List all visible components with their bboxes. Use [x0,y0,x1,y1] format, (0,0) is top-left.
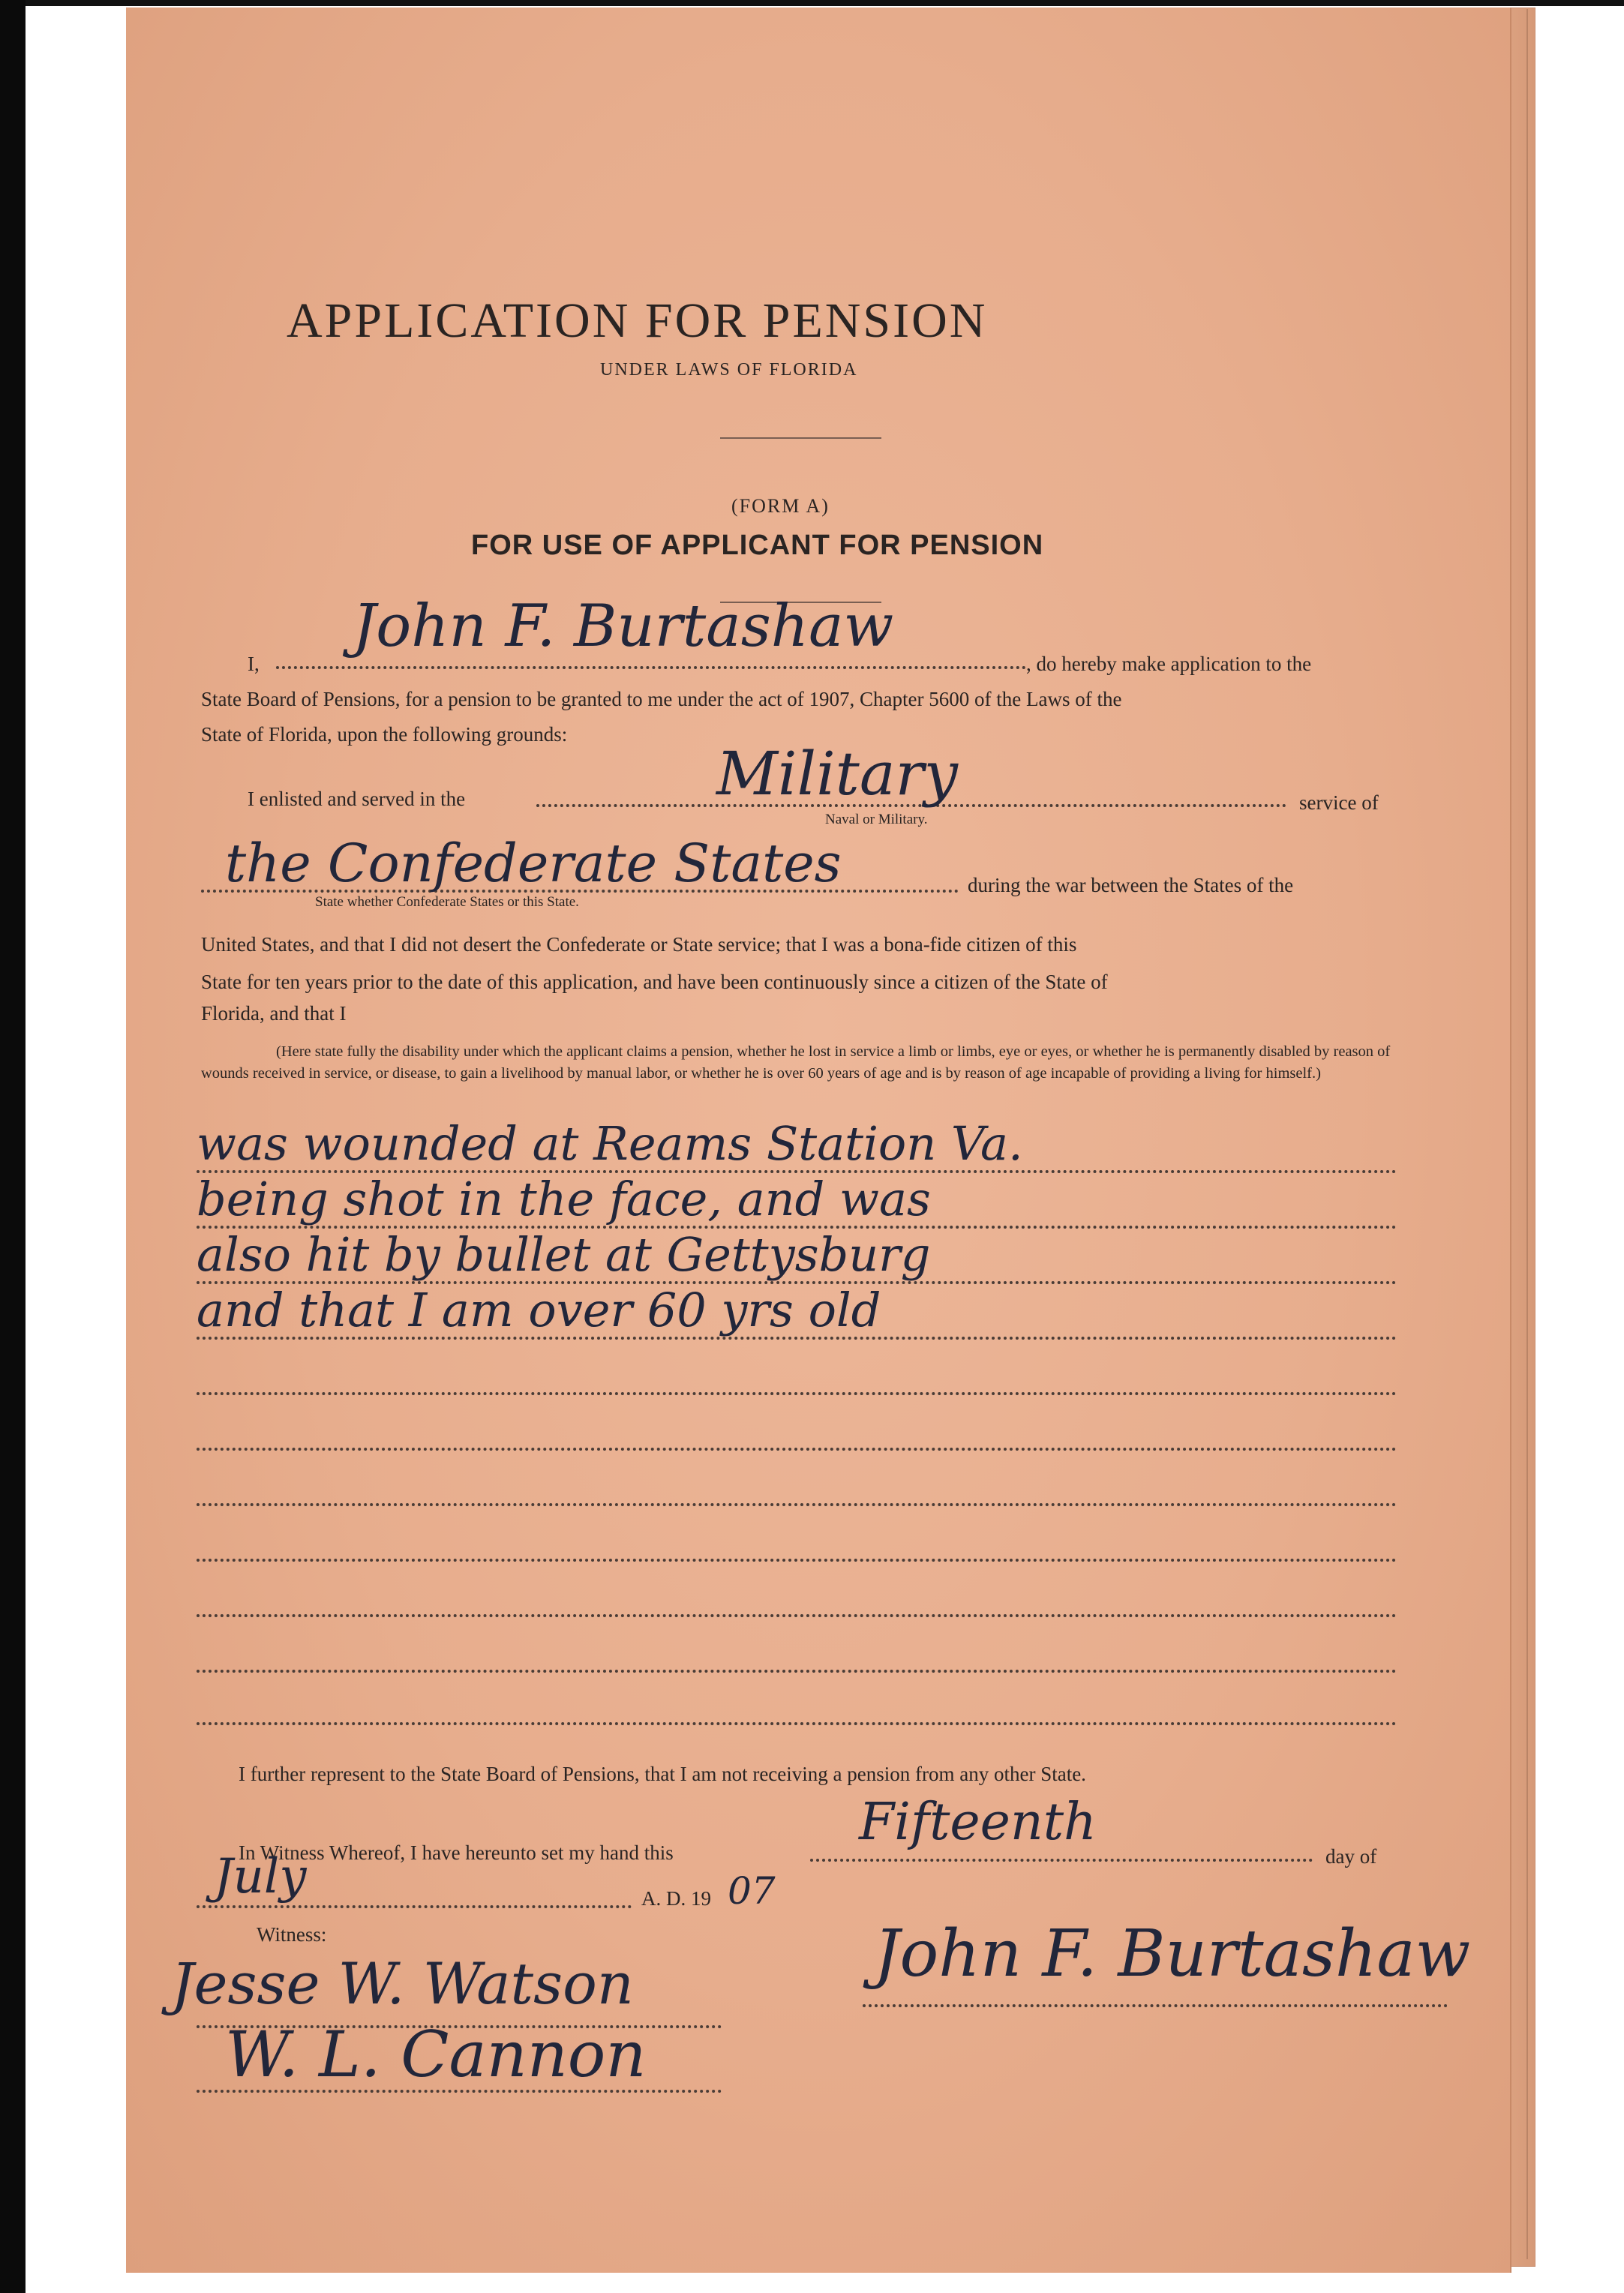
disability-line-4: and that I am over 60 yrs old [197,1283,881,1337]
dotted-line [197,1448,1397,1451]
further-statement: I further represent to the State Board of Pensions, that I am not receiving a pension from any other State. [239,1763,1086,1785]
line1-prefix: I, [248,653,260,675]
dotted-line [197,1392,1397,1395]
month-handwritten: July [214,1849,307,1904]
day-of-label: day of [1325,1845,1377,1868]
naval-military-caption: Naval or Military. [825,812,928,827]
line1-suffix: , do hereby make application to the [1026,653,1312,675]
service-type-handwritten: Military [716,739,958,809]
applicant-name-handwritten: John F. Burtashaw [353,593,894,660]
dotted-line [197,1670,1397,1673]
state-caption: State whether Confederate States or this State. [315,894,579,910]
form-subtitle: UNDER LAWS OF FLORIDA [600,360,858,380]
form-label: (FORM A) [731,495,830,517]
witness-1-signature: Jesse W. Watson [171,1950,634,2017]
witness-2-signature: W. L. Cannon [225,2018,647,2091]
dotted-line [276,666,1026,669]
dotted-line [863,2004,1448,2007]
service-of-handwritten: the Confederate States [225,833,842,894]
disability-line-2: being shot in the face, and was [197,1172,931,1226]
disability-line-3: also hit by bullet at Gettysburg [197,1227,931,1282]
year-handwritten: 07 [728,1869,776,1913]
scan-top-edge [0,0,1624,6]
dotted-line [197,1503,1397,1506]
line-florida: Florida, and that I [201,1002,347,1025]
day-handwritten: Fifteenth [859,1793,1097,1852]
line-united-states: United States, and that I did not desert the Confederate or State service; that I was a bona-fide citizen of this [201,933,1077,956]
dotted-line [197,1722,1397,1725]
dotted-line [197,1905,632,1908]
ad-label: A. D. 19 [641,1887,711,1910]
dotted-line [197,1559,1397,1562]
divider-rule [720,437,881,439]
line-state: State for ten years prior to the date of this application, and have been continuously since a citizen of the State of [201,971,1108,993]
form-title: APPLICATION FOR PENSION [287,293,988,348]
dotted-line [810,1859,1313,1862]
enlisted-prefix: I enlisted and served in the [248,788,466,810]
dotted-line [197,1614,1397,1617]
scan-left-edge [0,0,26,2293]
disability-instructions: (Here state fully the disability under which the applicant claims a pension, whether he lost in service a limb or limbs, eye or eyes, or whether he is permanently disabled by reason of wounds received in service, or disease, to gain a livelihood by manual labor, or whether he is over 60 years of age and is by reason of age incapable of providing a living for himself.) [201,1043,1391,1082]
applicant-signature: John F. Burtashaw [874,1916,1471,1991]
witness-date-prefix: In Witness Whereof, I have hereunto set my hand this [239,1841,674,1864]
line2: State Board of Pensions, for a pension to be granted to me under the act of 1907, Chapter 5600 of the Laws of the [201,688,1122,710]
enlisted-suffix: service of [1299,791,1379,814]
during-war-text: during the war between the States of the [968,874,1294,896]
disability-line-1: was wounded at Reams Station Va. [197,1116,1023,1171]
form-heading: FOR USE OF APPLICANT FOR PENSION [471,530,1044,561]
witness-label: Witness: [257,1923,327,1946]
line3: State of Florida, upon the following grounds: [201,723,568,746]
